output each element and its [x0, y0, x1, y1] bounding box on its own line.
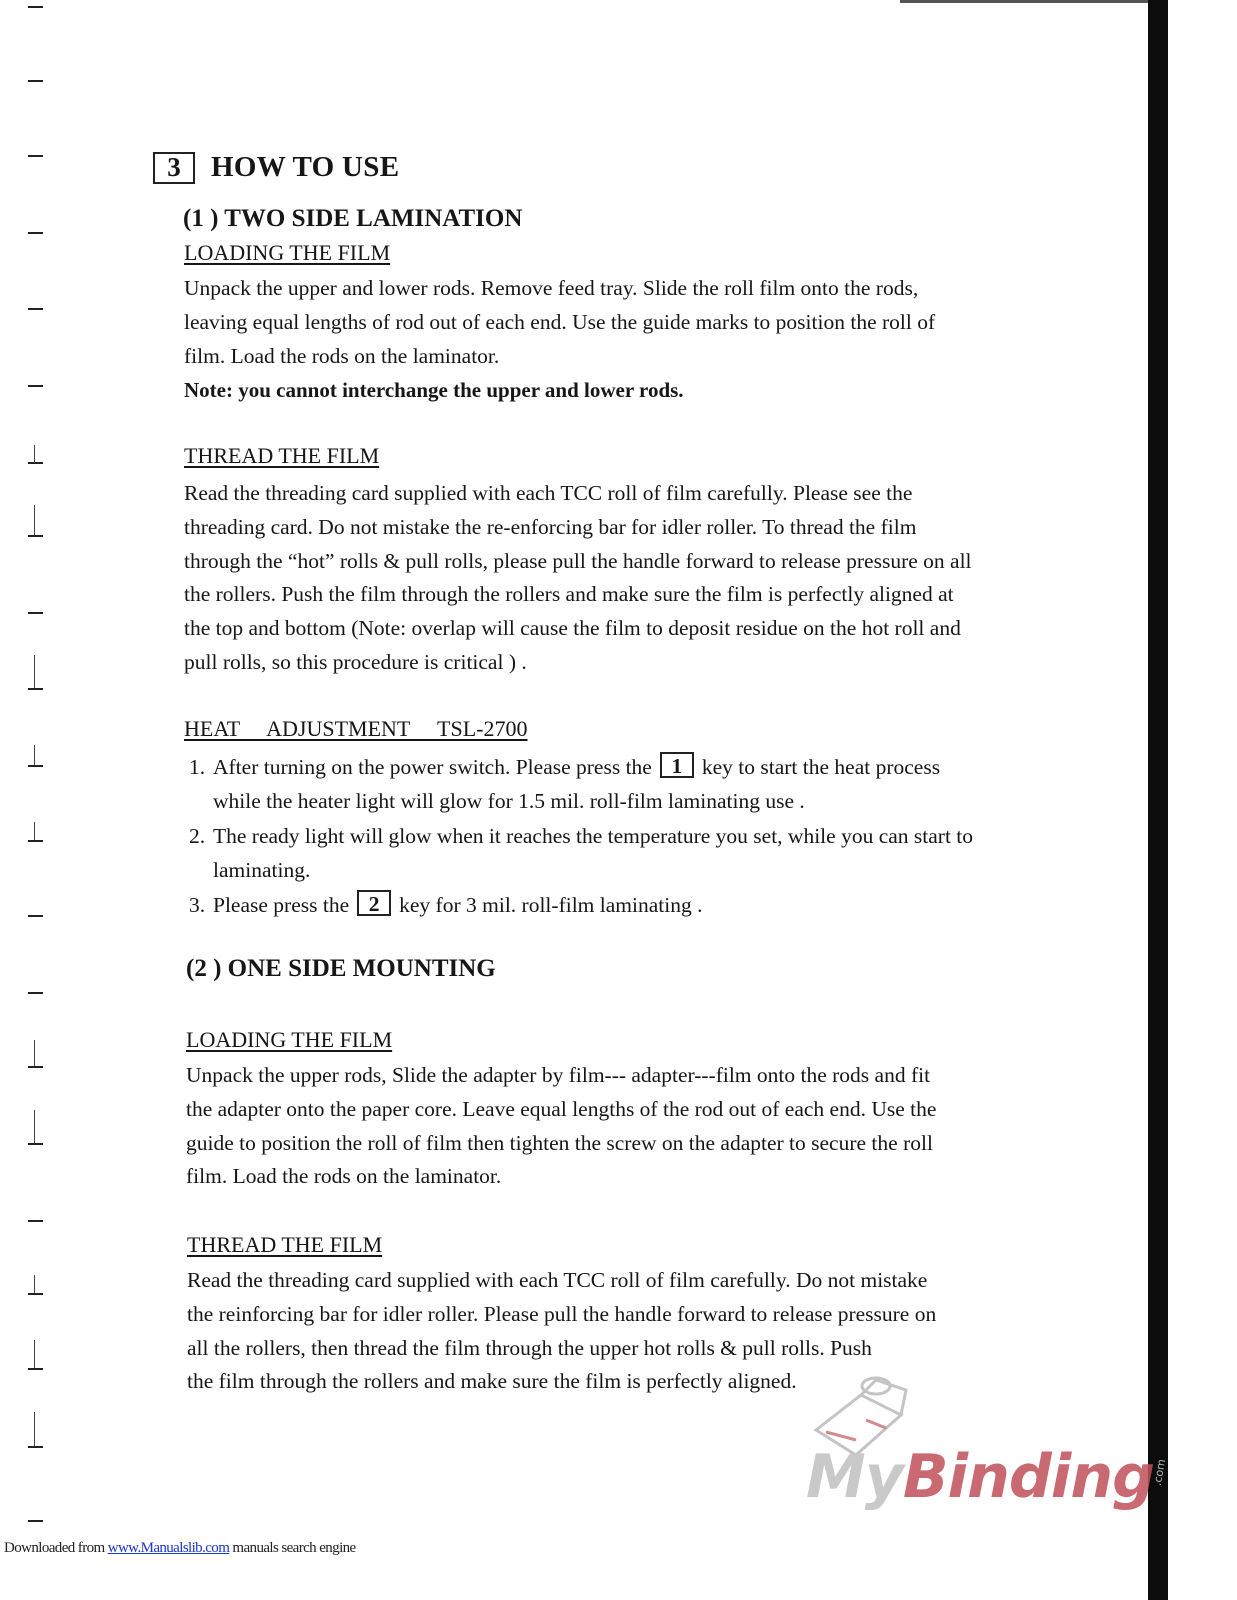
step-number: 3.	[189, 893, 206, 917]
logo-binding: Binding	[902, 1442, 1155, 1512]
heat-adjustment-steps	[189, 750, 1039, 922]
text-line: pull rolls, so this procedure is critical ) .	[184, 649, 527, 674]
scan-top-line	[900, 0, 1148, 3]
part2-loading-text	[186, 1059, 1086, 1194]
step-text: The ready light will glow when it reaches the temperature you set, while you can start to	[213, 824, 974, 848]
key-2-label: 2	[357, 890, 391, 916]
step-number: 1.	[189, 755, 206, 779]
heat-adjustment-heading: HEAT ADJUSTMENT TSL-2700	[184, 716, 528, 741]
key-1-label: 1	[660, 752, 694, 778]
text-line: guide to position the roll of film then tighten the screw on the adapter to secure the roll	[186, 1130, 933, 1155]
text-line: Unpack the upper rods, Slide the adapter by film--- adapter---film onto the rods and fit	[186, 1063, 931, 1087]
text-line: the top and bottom (Note: overlap will cause the film to deposit residue on the hot roll and	[184, 616, 961, 641]
text-line: the rollers. Push the film through the rollers and make sure the film is perfectly aligned at	[184, 582, 954, 607]
part1-loading-heading: LOADING THE FILM	[184, 240, 391, 265]
logo-my: My	[806, 1442, 903, 1512]
text-line: Unpack the upper and lower rods. Remove feed tray. Slide the roll film onto the rods,	[184, 276, 919, 300]
section-title: HOW TO USE	[211, 151, 400, 183]
footer-prefix: Downloaded from	[4, 1540, 108, 1556]
download-footer	[4, 1540, 356, 1557]
text-line: Read the threading card supplied with each TCC roll of film carefully. Do not mistake	[187, 1268, 928, 1292]
text-line: the adapter onto the paper core. Leave equal lengths of the rod out of each end. Use the	[186, 1096, 937, 1121]
text-line: threading card. Do not mistake the re-enforcing bar for idler roller. To thread the film	[184, 514, 917, 539]
part2-title: (2 ) ONE SIDE MOUNTING	[186, 955, 496, 982]
step-text: key for 3 mil. roll-film laminating .	[399, 893, 703, 917]
step-text-continued: laminating.	[213, 858, 311, 882]
text-line: Read the threading card supplied with each TCC roll of film carefully. Please see the	[184, 481, 913, 505]
step-text: After turning on the power switch. Please press the	[213, 755, 652, 779]
part1-title: (1 ) TWO SIDE LAMINATION	[183, 205, 523, 232]
list-item	[189, 888, 1039, 922]
mybinding-watermark-logo	[806, 1370, 1169, 1520]
step-text: Please press the	[213, 893, 350, 917]
scan-edge	[1148, 0, 1237, 1600]
text-line: film. Load the rods on the laminator.	[186, 1164, 502, 1189]
part2-loading-heading: LOADING THE FILM	[186, 1027, 393, 1052]
section-number: 3	[153, 152, 195, 184]
footer-suffix: manuals search engine	[229, 1540, 356, 1556]
part1-thread-text	[184, 477, 1084, 680]
text-line: the reinforcing bar for idler roller. Please pull the handle forward to release pressure on	[187, 1301, 937, 1326]
step-number: 2.	[189, 824, 206, 848]
text-line: the film through the rollers and make sure the film is perfectly aligned.	[187, 1369, 797, 1394]
step-text: key to start the heat process	[701, 755, 941, 779]
text-line: through the “hot” rolls & pull rolls, please pull the handle forward to release pressure on all	[184, 548, 972, 573]
list-item	[189, 750, 1039, 818]
text-line: all the rollers, then thread the film through the upper hot rolls & pull rolls. Push	[187, 1335, 872, 1360]
text-line: leaving equal lengths of rod out of each end. Use the guide marks to position the roll of	[184, 309, 936, 334]
logo-dotcom: .com	[1150, 1458, 1169, 1487]
part2-thread-heading: THREAD THE FILM	[187, 1232, 383, 1257]
part1-loading-note: Note: you cannot interchange the upper and lower rods.	[184, 378, 684, 402]
list-item	[189, 819, 1039, 887]
binder-margin-marks	[28, 0, 52, 1600]
section-header	[153, 151, 399, 184]
part1-thread-heading: THREAD THE FILM	[184, 443, 380, 468]
step-text-continued: while the heater light will glow for 1.5 mil. roll-film laminating use .	[213, 789, 805, 813]
manualslib-link[interactable]: www.Manualslib.com	[107, 1540, 230, 1556]
part1-loading-text	[184, 272, 1084, 373]
text-line: film. Load the rods on the laminator.	[184, 343, 500, 368]
